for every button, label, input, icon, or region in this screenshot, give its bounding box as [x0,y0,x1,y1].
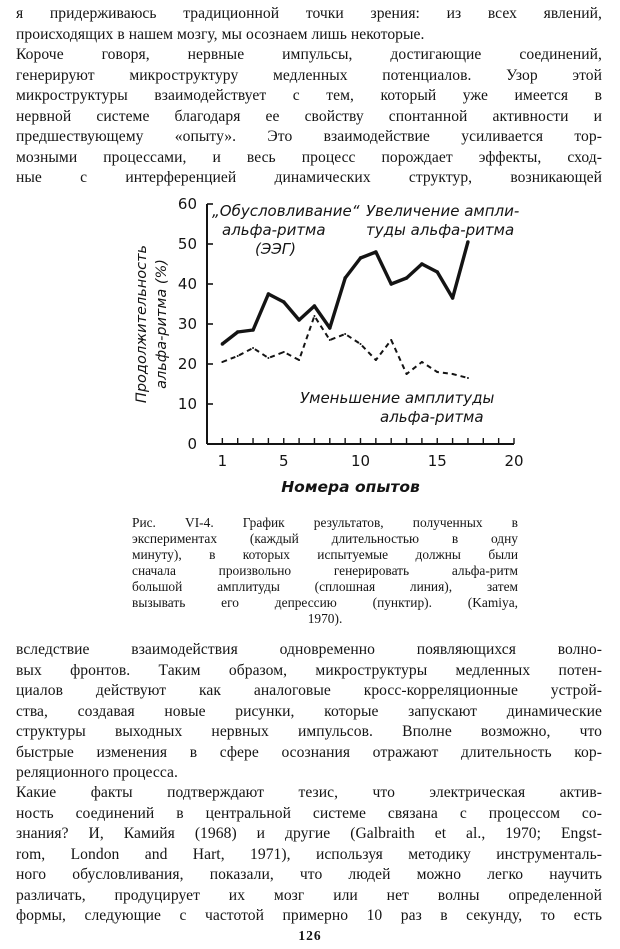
y-axis-label: Продолжительность [134,244,150,404]
solid-series-point [390,282,393,285]
dashed-series-point [390,339,392,341]
paragraph-3-line: различать, продуцирует их мозг или нет волны определенной [16,886,602,904]
dashed-series-point [237,355,239,357]
solid-series-point [343,276,346,279]
annotation-increase: Увеличение ампли- [366,202,520,220]
dashed-series-point [406,373,408,375]
paragraph-top [16,4,602,45]
solid-series-point [313,304,316,307]
solid-series-point [267,292,270,295]
dashed-series-line [222,316,468,378]
x-axis-label: Номера опытов [281,478,420,496]
paragraph-2-line: структуры выходных нервных импульсов. Вполне возможно, что [16,723,602,740]
x-tick-label: 20 [504,452,524,470]
y-tick-label: 50 [177,235,197,253]
solid-series-point [359,256,362,259]
line-chart [118,186,528,498]
x-tick-label: 15 [427,452,447,470]
solid-series-point [405,276,408,279]
y-tick-label: 20 [177,355,197,373]
paragraph-1-line: генерируют микроструктуру медленных потенциалов. Узор этой [16,66,602,84]
paragraph-1-line: предшествующему «опыту». Это взаимодействие усиливается тор- [16,128,602,145]
annotation-decrease: Уменьшение амплитуды [300,389,495,407]
solid-series-point [420,262,423,265]
y-tick-label: 10 [177,395,197,413]
dashed-series-point [252,347,254,349]
paragraph-1-line: ные с интерференцией динамических структур, возникающей [16,169,602,186]
paragraph-1-line: нервной системе благодаря ее свойству спонтанной активности и [16,107,602,125]
caption-line: минуту), в которых испытуемые должны были [132,547,518,562]
solid-series-point [297,318,300,321]
caption-line: сначала произвольно генерировать альфа-ритм [132,563,518,578]
caption-line: 1970). [307,611,343,626]
dashed-series-point [267,357,269,359]
x-tick-label: 5 [278,452,289,470]
dashed-series-point [298,359,300,361]
paragraph-1-line: Короче говоря, нервные импульсы, достигающие соединений, [16,46,602,63]
y-tick-label: 40 [177,275,197,293]
dashed-series-point [436,371,438,373]
paragraph-2 [16,640,602,784]
dashed-series-point [344,333,346,335]
x-tick-label: 10 [350,452,371,470]
y-tick-label: 60 [177,195,197,213]
solid-series-point [374,250,377,253]
paragraph-3-line: ного обусловливания, показали, что людей можно легко научить [16,866,602,883]
x-tick-label: 1 [217,452,228,470]
dashed-series-point [375,359,377,361]
dashed-series-point [360,343,362,345]
dashed-series-point [221,361,223,363]
page-number: 126 [298,928,322,943]
solid-series-point [221,342,224,345]
paragraph-top-line: я придерживаюсь традиционной точки зрения: из всех явлений, [16,5,602,22]
y-axis-label: альфа-ритма (%) [154,259,170,389]
paragraph-3-line: формы, следующие с частотой примерно 10 раз в секунду, то есть [16,907,602,924]
annotation-conditioning: альфа-ритма [222,221,326,239]
dashed-series-point [329,339,331,341]
paragraph-2-line: быстрые изменения в сфере осознания отражают длительность кор- [16,743,602,761]
dashed-series-point [283,351,285,353]
caption-line: большой амплитуды (сплошная линия), затем [132,579,518,594]
annotation-increase: туды альфа-ритма [366,221,515,239]
caption-line: Рис. VI-4. График результатов, полученных в [132,515,518,530]
dashed-series-point [467,377,469,379]
solid-series-point [328,326,331,329]
paragraph-1-line: мозными процессами, и весь процесс порождает эффекты, сход- [16,148,602,166]
dashed-series-point [452,373,454,375]
paragraph-1 [16,45,602,189]
paragraph-2-line: циалов действуют как аналоговые кросс-корреляционные устрой- [16,682,602,699]
solid-series-point [236,330,239,333]
paragraph-3-line: знания? И, Камийя (1968) и другие (Galbraith et al., 1970; Engst- [16,825,602,842]
caption-line: экспериментах (каждый длительностью в одну [132,531,518,546]
paragraph-2-line: вых фронтов. Таким образом, микроструктуры медленных потен- [16,661,602,679]
figure-chart [118,186,528,498]
paragraph-3-line: ность соединений в центральной системе связана с процессом со- [16,804,602,822]
paragraph-top-line: происходящих в нашем мозгу, мы осознаем лишь некоторые. [16,25,425,43]
solid-series-point [466,240,469,243]
annotation-conditioning: (ЭЭГ) [255,240,297,258]
caption-line: вызывать его депрессию (пунктир). (Kamiya, [132,595,518,610]
figure-caption [132,515,518,627]
solid-series-point [282,300,285,303]
dashed-series-point [421,361,423,363]
solid-series-point [436,270,439,273]
paragraph-1-line: микроструктуры взаимодействует с тем, который уже имеется в [16,87,602,104]
paragraph-2-line: вследствие взаимодействия одновременно появляющихся волно- [16,641,602,658]
dashed-series-point [313,315,315,317]
paragraph-3-line: Какие факты подтверждают тезис, что электрическая актив- [16,784,602,801]
paragraph-3 [16,783,602,927]
paragraph-2-line: реляционного процесса. [16,764,178,781]
paragraph-2-line: ства, создавая новые рисунки, которые запускают динамические [16,702,602,720]
y-tick-label: 0 [187,435,197,453]
solid-series-point [251,328,254,331]
annotation-decrease: альфа-ритма [380,408,484,426]
y-tick-label: 30 [177,315,197,333]
annotation-conditioning: „Обусловливание“ [212,202,360,220]
solid-series-point [451,296,454,299]
paragraph-3-line: rom, London and Hart, 1971), используя методику инструменталь- [16,845,602,863]
